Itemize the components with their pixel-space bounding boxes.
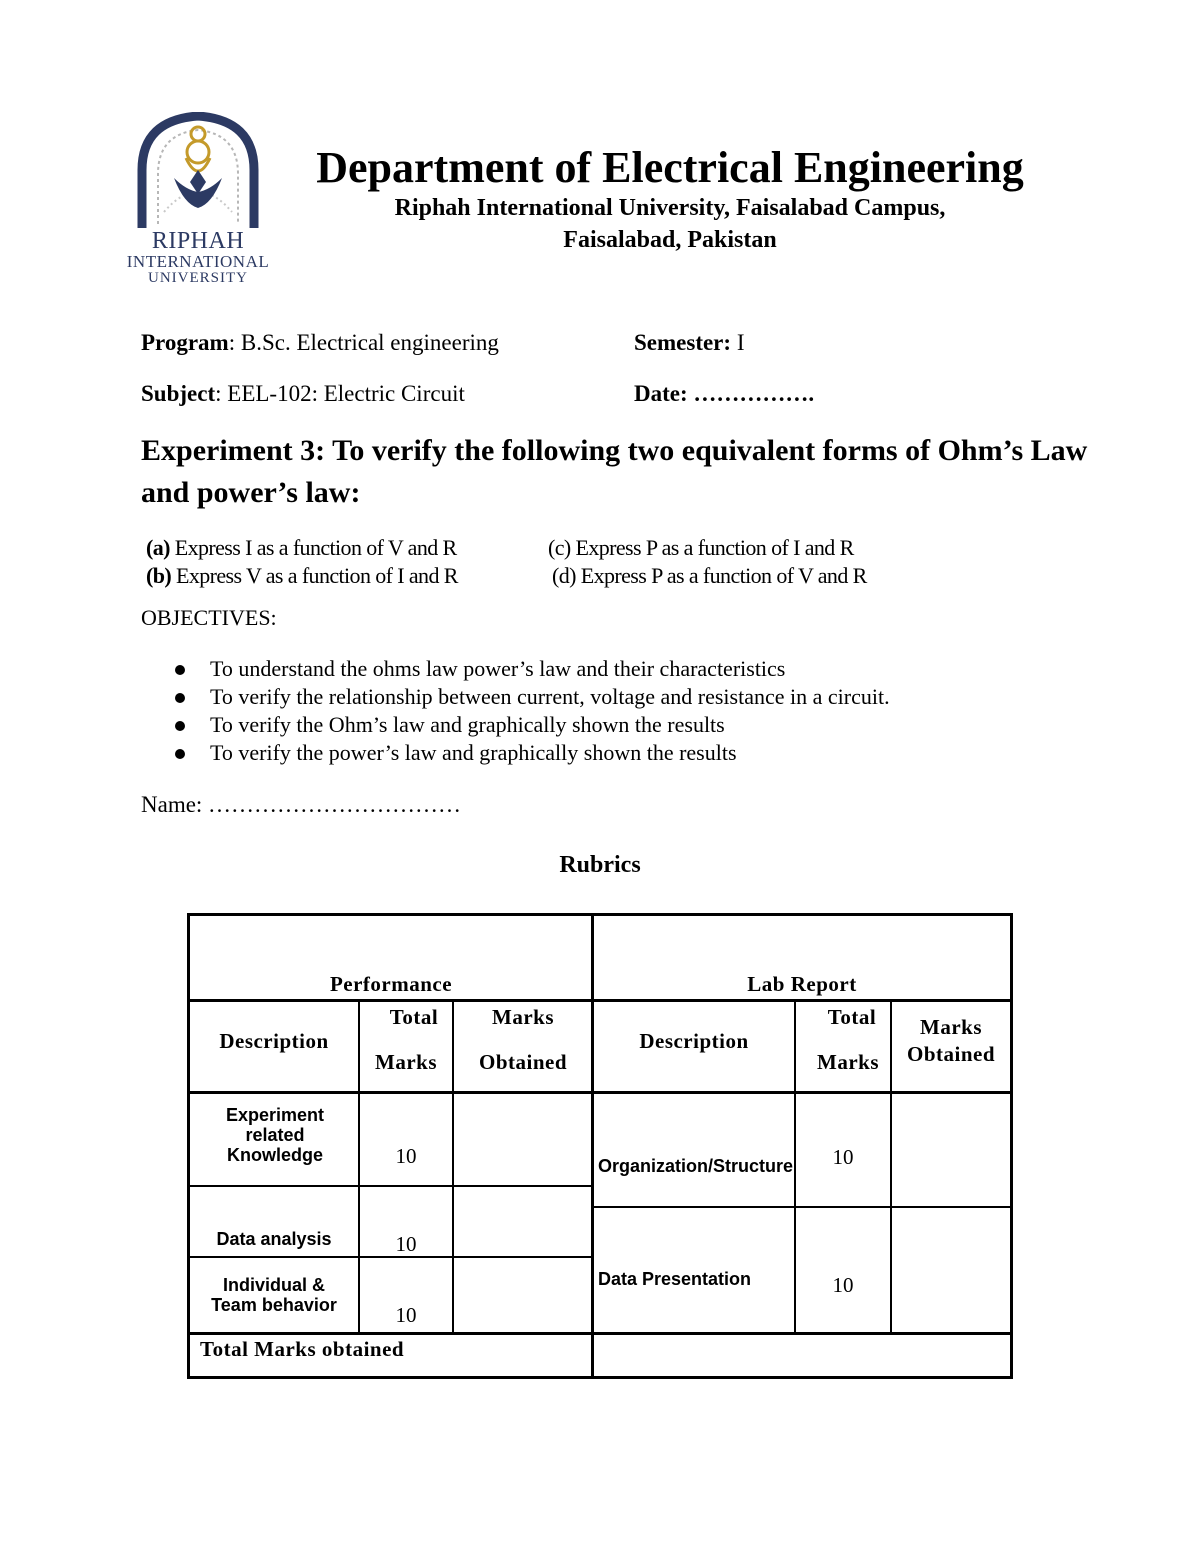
experiment-title: Experiment 3: To verify the following two equivalent forms of Ohm’s Law and power’s law:	[141, 434, 1088, 509]
subject-label: Subject	[141, 381, 216, 406]
perf-row-analysis-desc: Data analysis	[216, 1229, 332, 1249]
perf-row-knowledge-desc: Experiment related Knowledge	[225, 1105, 325, 1165]
logo-text-international: INTERNATIONAL	[126, 252, 270, 271]
perf-description-header: Description	[219, 1029, 329, 1053]
program-label: Program	[141, 330, 229, 355]
lab-row-presentation-desc: Data Presentation	[598, 1269, 752, 1289]
experiment-part-c	[548, 535, 854, 561]
lab-total-header: Total	[827, 1005, 877, 1029]
student-name-line: Name: ……………………………	[141, 792, 462, 817]
lab-marks-obtained-header	[892, 1014, 1010, 1068]
list-item	[172, 739, 890, 767]
date-label: Date: …………….	[634, 381, 815, 406]
university-name-line: Riphah International University, Faisalabad Campus,	[394, 195, 946, 221]
page-title: Department of Electrical Engineering	[316, 143, 1024, 192]
subject-value: : EEL-102: Electric Circuit	[215, 381, 465, 406]
program-value: : B.Sc. Electrical engineering	[228, 330, 499, 355]
objective-text: To verify the Ohm’s law and graphically shown the results	[210, 712, 725, 737]
part-c-text: (c) Express P as a function of I and R	[548, 535, 854, 560]
date-field	[634, 381, 814, 407]
table-divider	[452, 999, 454, 1332]
table-divider	[190, 1091, 1010, 1094]
perf-row-team-total: 10	[395, 1303, 417, 1327]
perf-obtained-header: Obtained	[478, 1050, 568, 1074]
rubrics-title: Rubrics	[559, 852, 641, 878]
experiment-part-d	[552, 563, 867, 589]
subject-field	[141, 381, 465, 407]
experiment-part-b	[146, 563, 458, 589]
lab-description-header: Description	[639, 1029, 749, 1053]
objective-text: To verify the power’s law and graphically shown the results	[210, 740, 737, 765]
list-item	[172, 711, 890, 739]
list-item	[172, 655, 890, 683]
rubrics-table	[187, 913, 1013, 1379]
perf-row-analysis-total: 10	[395, 1232, 417, 1256]
semester-field	[634, 330, 744, 356]
perf-row-team-desc: Individual & Team behavior	[211, 1275, 337, 1315]
part-b-label: (b)	[146, 563, 172, 588]
lab-row-presentation-total: 10	[832, 1273, 854, 1297]
program-field	[141, 330, 499, 356]
lab-report-header: Lab Report	[747, 972, 857, 996]
table-divider	[190, 1332, 1010, 1335]
table-divider	[190, 999, 1010, 1002]
perf-marks-obtained-header: Marks	[492, 1005, 554, 1029]
semester-label: Semester:	[634, 330, 732, 355]
perf-row-knowledge-total: 10	[395, 1144, 417, 1168]
perf-total-header: Total	[389, 1005, 439, 1029]
part-d-text: (d) Express P as a function of V and R	[552, 563, 867, 588]
table-divider	[592, 1206, 1010, 1208]
total-marks-obtained-label: Total Marks obtained	[200, 1337, 405, 1361]
university-location-line: Faisalabad, Pakistan	[563, 227, 777, 253]
performance-header: Performance	[329, 972, 453, 996]
lab-obtained-word: Obtained	[906, 1042, 996, 1066]
lab-row-organization-total: 10	[832, 1145, 854, 1169]
part-b-text: Express V as a function of I and R	[171, 563, 458, 588]
bullet-icon	[175, 693, 185, 703]
table-divider	[190, 1185, 592, 1187]
experiment-part-a	[146, 535, 457, 561]
bullet-icon	[175, 721, 185, 731]
lab-row-organization-desc: Organization/Structure	[598, 1156, 794, 1176]
bullet-icon	[175, 665, 185, 675]
objective-text: To verify the relationship between current, voltage and resistance in a circuit.	[210, 684, 890, 709]
perf-marks-header: Marks	[375, 1050, 437, 1074]
part-a-text: Express I as a function of V and R	[169, 535, 457, 560]
lab-marks-word: Marks	[920, 1015, 982, 1039]
lab-marks-header: Marks	[817, 1050, 879, 1074]
objectives-list	[172, 655, 890, 767]
list-item	[172, 683, 890, 711]
objective-text: To understand the ohms law power’s law and their characteristics	[210, 656, 786, 681]
logo-text-university: UNIVERSITY	[148, 270, 248, 286]
part-a-label: (a)	[146, 535, 170, 560]
bullet-icon	[175, 749, 185, 759]
logo-text-riphah: RIPHAH	[151, 228, 245, 254]
semester-value: I	[731, 330, 745, 355]
objectives-heading: OBJECTIVES:	[141, 605, 277, 630]
